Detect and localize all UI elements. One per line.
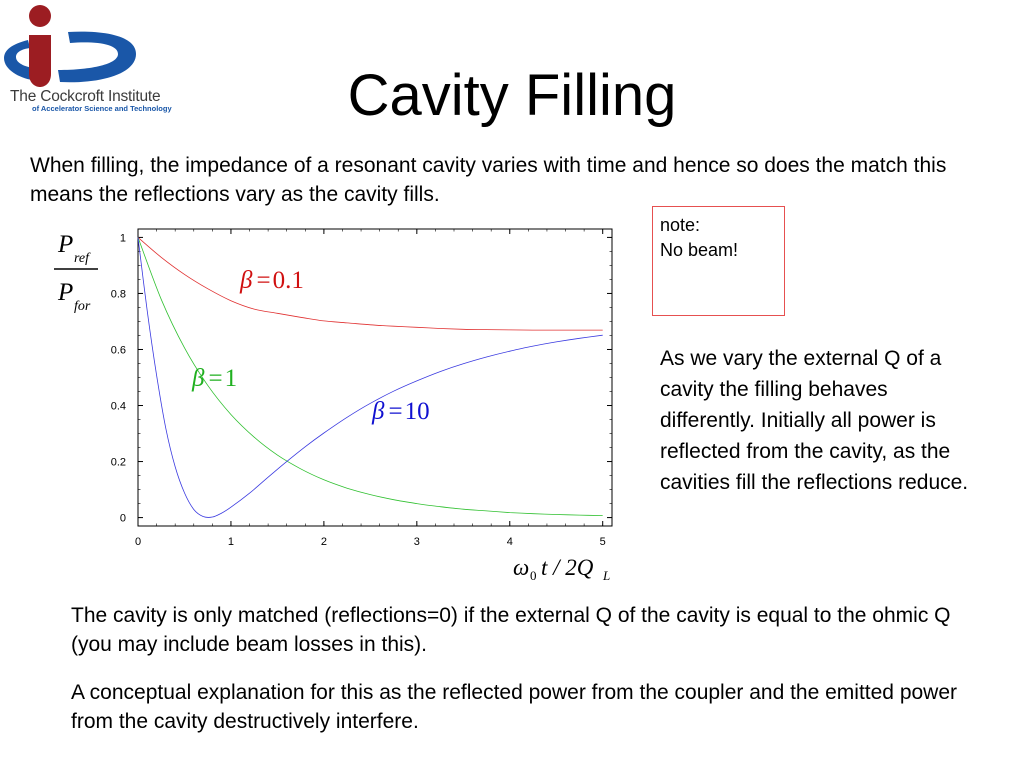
side-explanation: As we vary the external Q of a cavity the filling behaves differently. Initially all power is reflected from the cavity, as the cavities fill the reflections reduce. xyxy=(660,347,969,494)
x-tick-label: 3 xyxy=(413,536,420,548)
beta-label-10: β =10 xyxy=(372,398,430,425)
x-tick-label: 1 xyxy=(227,536,235,548)
y-tick-label: 0.4 xyxy=(110,400,126,413)
ylabel-denominator: P xyxy=(58,279,74,306)
y-tick-label: 1 xyxy=(119,232,126,245)
note-heading: note: xyxy=(660,215,701,235)
axis-ticks xyxy=(111,229,612,548)
note-box xyxy=(652,206,785,316)
ylabel-denominator-sub: for xyxy=(74,299,91,314)
plot-frame xyxy=(138,229,612,526)
slide-title: Cavity Filling xyxy=(347,63,677,128)
series-line-beta-10 xyxy=(138,237,603,517)
y-tick-label: 0.8 xyxy=(110,288,126,301)
beta-labels xyxy=(191,267,430,425)
series-line-beta-1 xyxy=(138,237,603,515)
xlabel-omega: ω xyxy=(513,555,530,580)
note-text: No beam! xyxy=(660,240,739,260)
beta-label-1: β =1 xyxy=(192,365,238,392)
beta-label-0-1: β =0.1 xyxy=(240,267,304,294)
y-tick-label: 0.6 xyxy=(110,344,126,357)
xlabel-omega-sub: 0 xyxy=(530,568,537,583)
y-tick-label: 0.2 xyxy=(110,456,126,469)
x-tick-label: 4 xyxy=(506,536,513,548)
logo-subtitle: of Accelerator Science and Technology xyxy=(32,104,172,113)
series-line-beta-0-1 xyxy=(138,237,603,330)
x-tick-label: 5 xyxy=(599,536,606,548)
y-tick-label: 0 xyxy=(119,512,126,525)
xlabel-rest: t / 2Q xyxy=(541,555,594,580)
logo-name: The Cockcroft Institute xyxy=(10,88,161,105)
ylabel-numerator: P xyxy=(58,231,74,258)
y-axis-label xyxy=(54,231,98,314)
chart-series xyxy=(138,237,603,517)
x-tick-label: 2 xyxy=(320,536,327,548)
xlabel-rest-sub: L xyxy=(603,568,611,583)
ylabel-numerator-sub: ref xyxy=(74,251,90,266)
intro-text: When filling, the impedance of a resonant cavity varies with time and hence so does the match this means the reflections vary as the cavity fills. xyxy=(30,154,947,206)
matching-paragraph: The cavity is only matched (reflections=0) if the external Q of the cavity is equal to the ohmic Q (you may include beam losses in this). xyxy=(71,604,951,656)
x-tick-label: 0 xyxy=(134,536,142,548)
x-axis-label xyxy=(513,555,610,583)
explanation-paragraph: A conceptual explanation for this as the reflected power from the coupler and the emitted power from the cavity destructively interfere. xyxy=(71,681,958,733)
